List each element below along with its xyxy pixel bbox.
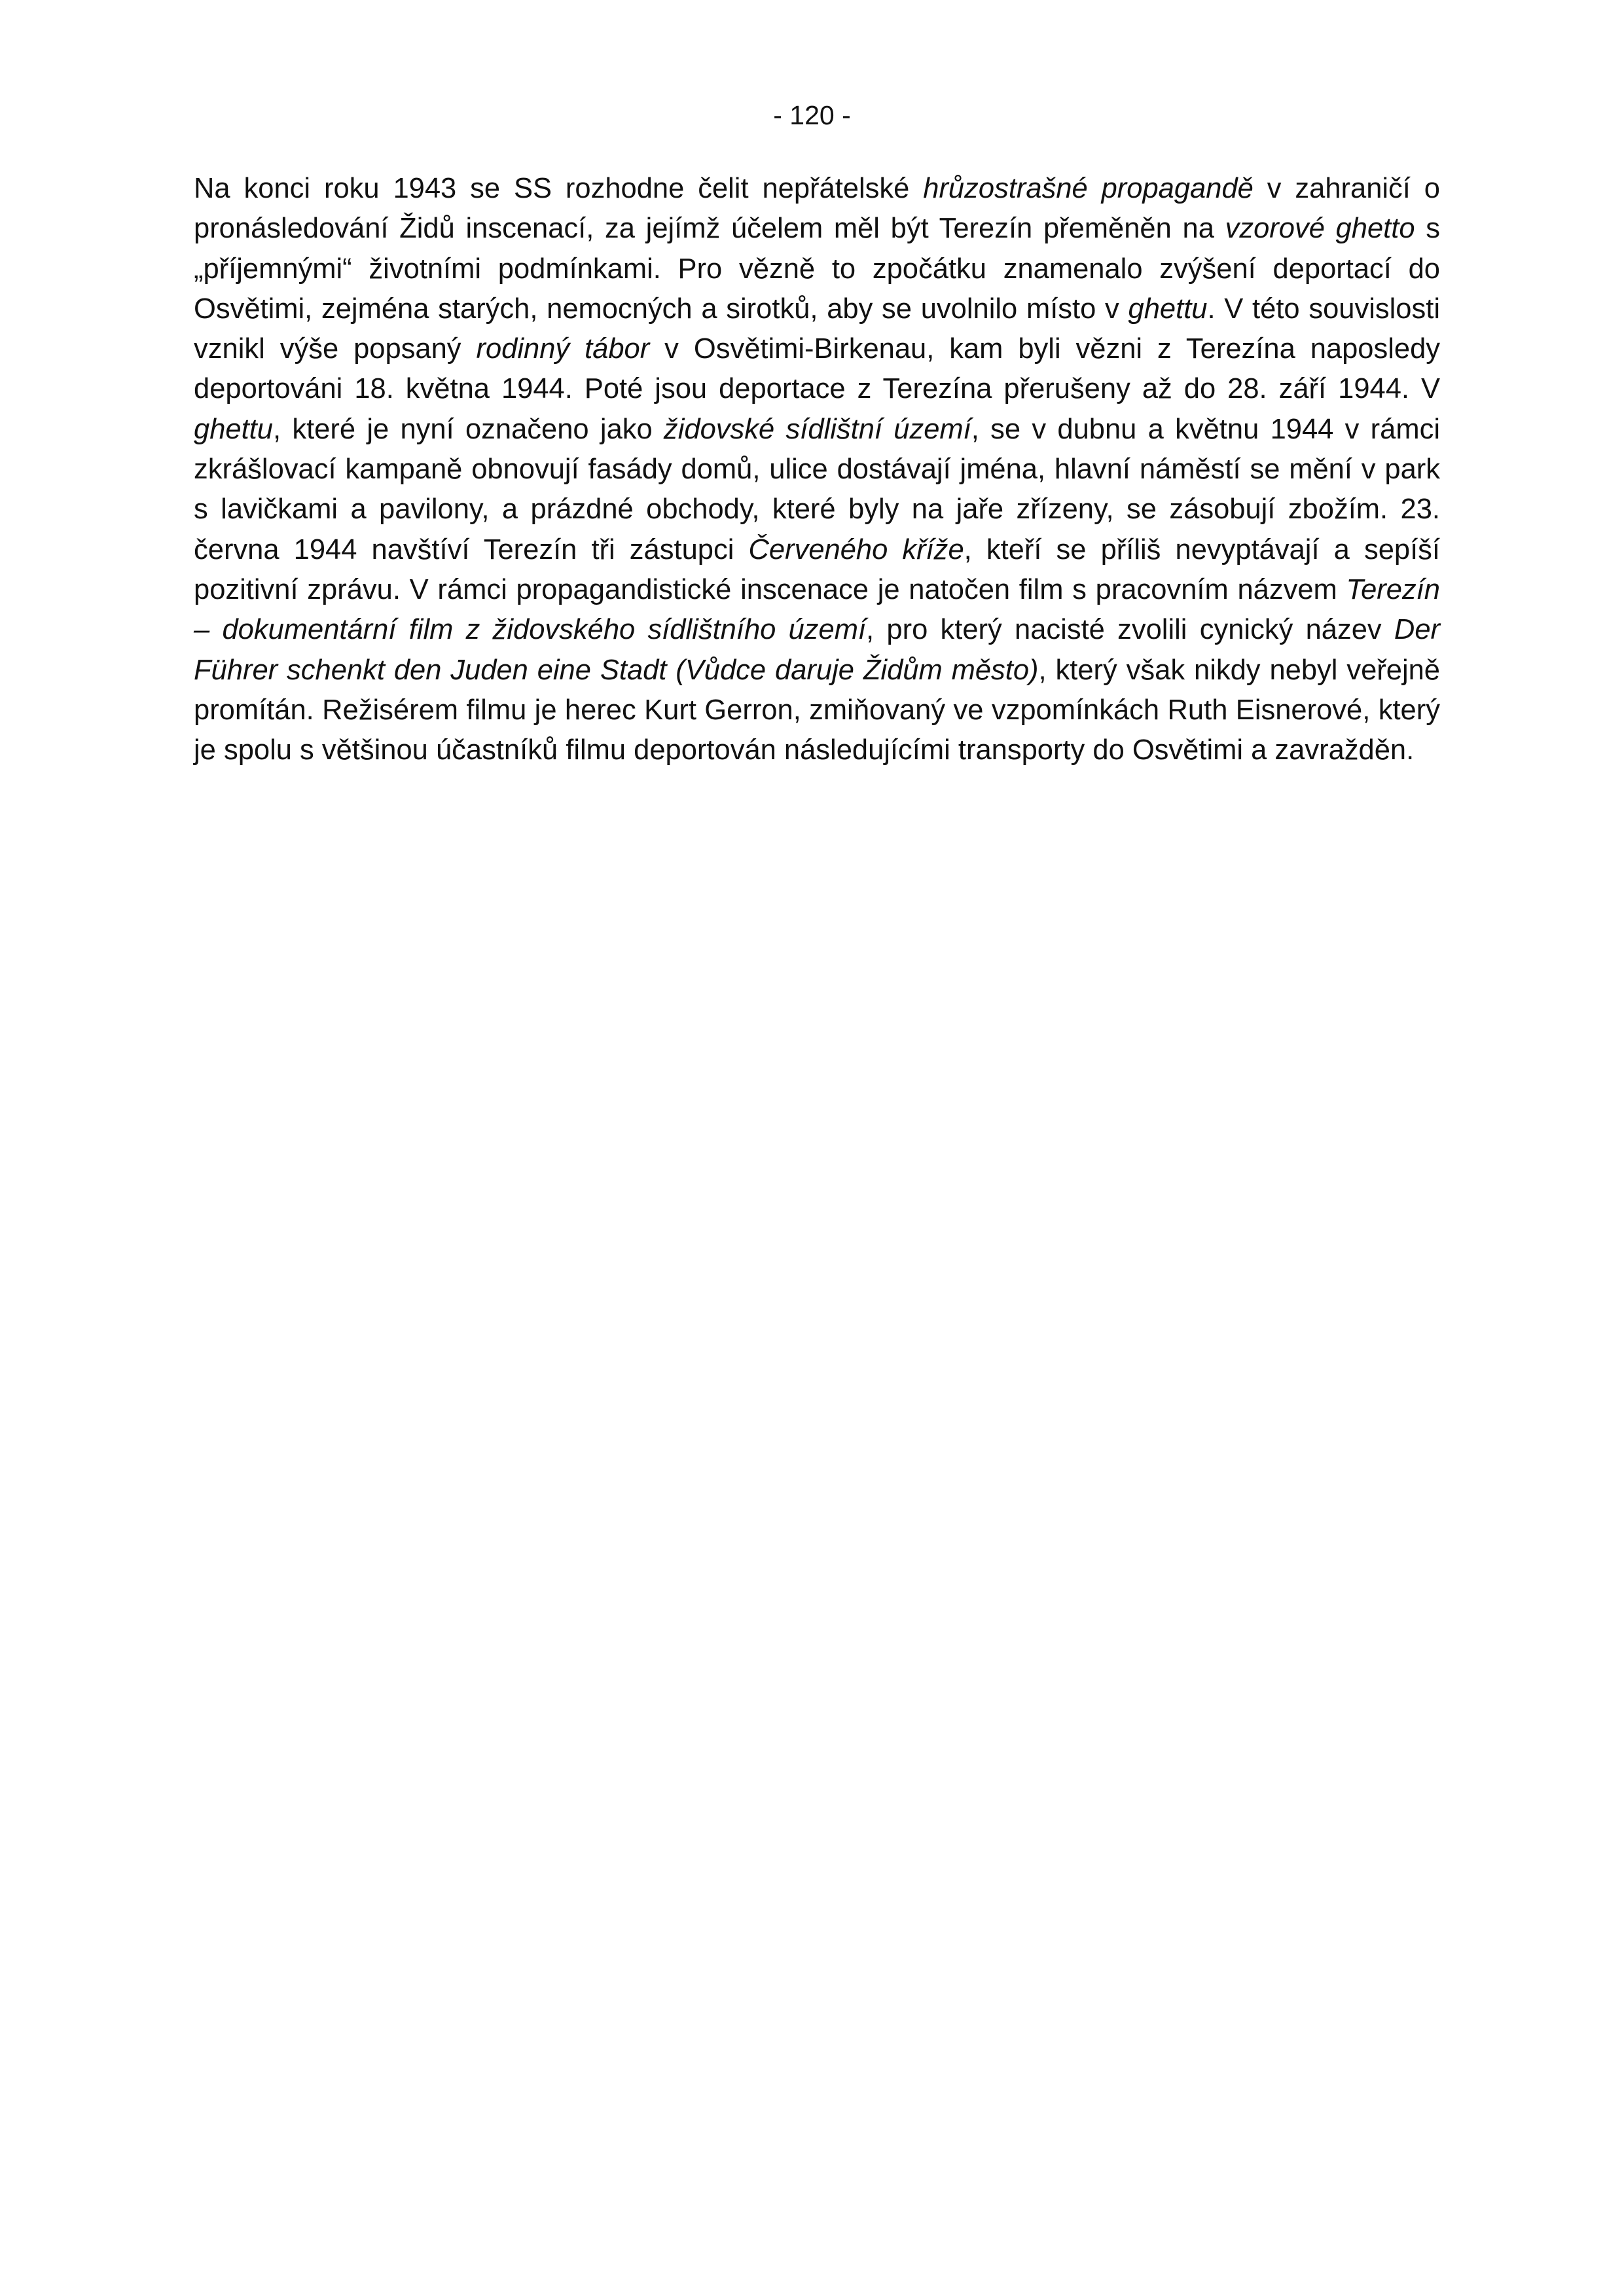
text-run: , pro který nacisté zvolili cynický název bbox=[866, 614, 1394, 646]
italic-phrase: židovské sídlištní území bbox=[664, 413, 971, 445]
italic-phrase: rodinný tábor bbox=[476, 333, 650, 365]
italic-phrase: ghettu bbox=[1128, 293, 1208, 325]
text-run: . V této souvislosti vznikl výše popsaný bbox=[194, 293, 1440, 365]
italic-phrase: vzorové ghetto bbox=[1225, 213, 1415, 245]
text-run: v Osvětimi-Birkenau, kam byli vězni z Terezína naposledy deportováni 18. května 1944. Poté jsou deportace z Terezína přerušeny až do 28. září 1944. V bbox=[194, 333, 1441, 405]
text-run: s „příjemnými“ životními podmínkami. Pro vězně to zpočátku znamenalo zvýšení deportací do Osvětimi, zejména starých, nemocných a sirotků, aby se uvolnilo místo v bbox=[194, 213, 1440, 325]
page-number: - 120 - bbox=[773, 100, 851, 130]
body-paragraph bbox=[194, 169, 1440, 770]
text-run: v zahraničí o pronásledování Židů inscenací, za jejímž účelem měl být Terezín přeměněn na bbox=[194, 173, 1440, 245]
italic-phrase: Červeného kříže bbox=[748, 533, 964, 565]
italic-phrase: hrůzostrašné propagandě bbox=[923, 173, 1254, 204]
italic-phrase: Der Führer schenkt den Juden eine Stadt (Vůdce daruje Židům město) bbox=[194, 614, 1440, 686]
text-run: , které je nyní označeno jako bbox=[272, 413, 664, 445]
text-run: , který však nikdy nebyl veřejně promítán. Režisérem filmu je herec Kurt Gerron, zmiňovaný ve vzpomínkách Ruth Eisnerové, který je spolu s většinou účastníků filmu deportován následujícími transporty do Osvětimi a zavražděn. bbox=[194, 654, 1440, 766]
text-run: Na konci roku 1943 se SS rozhodne čelit nepřátelské bbox=[194, 173, 924, 204]
italic-phrase: Terezín – dokumentární film z židovského sídlištního území bbox=[194, 573, 1440, 646]
italic-phrase: ghettu bbox=[194, 413, 273, 445]
text-run: , se v dubnu a květnu 1944 v rámci zkrášlovací kampaně obnovují fasády domů, ulice dostávají jména, hlavní náměstí se mění v park s lavičkami a pavilony, a prázdné obchody, které byly na jaře zřízeny, se zásobují zbožím. 23. června 1944 navštíví Terezín tři zástupci bbox=[194, 413, 1440, 565]
text-run: , kteří se příliš nevyptávají a sepíší pozitivní zprávu. V rámci propagandistické inscenace je natočen film s pracovním názvem bbox=[194, 533, 1440, 605]
